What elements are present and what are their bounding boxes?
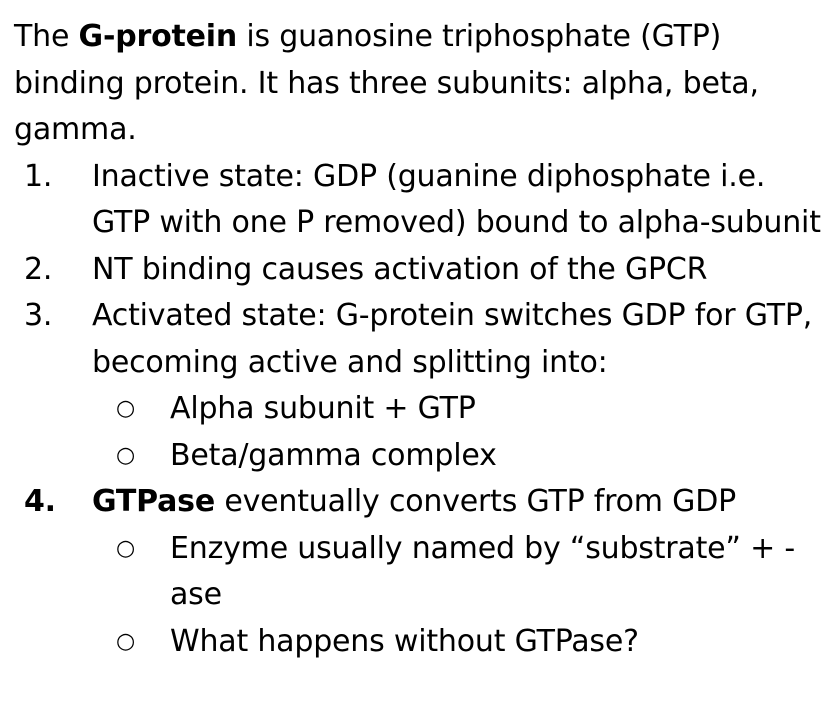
sub-item-text: Beta/gamma complex <box>170 437 497 473</box>
sub-item-text: Enzyme usually named by “substrate” + -ase <box>170 530 796 612</box>
sub-item <box>92 386 836 433</box>
sub-item-text: Alpha subunit + GTP <box>170 391 476 426</box>
intro-term-g-protein: G-protein <box>78 19 238 54</box>
step-number: 4. <box>24 484 56 519</box>
step-text: NT binding causes activation of the GPCR <box>92 251 708 287</box>
intro-pre: The <box>14 19 79 54</box>
step-number: 1. <box>24 158 53 194</box>
intro-paragraph <box>14 14 824 154</box>
sub-item-text: What happens without GTPase? <box>170 623 639 659</box>
circle-bullet-icon: ○ <box>116 628 135 654</box>
step-4-sublist <box>92 526 836 666</box>
step-number: 2. <box>24 251 53 287</box>
step-3-sublist <box>92 386 836 479</box>
sub-item <box>92 433 836 480</box>
step-text <box>92 479 827 526</box>
step-3 <box>14 293 836 479</box>
step-text: Inactive state: GDP (guanine diphosphate i.e. GTP with one P removed) bound to alpha-subunit <box>92 158 821 240</box>
steps-list <box>14 154 836 666</box>
sub-item <box>92 619 836 666</box>
sub-item <box>92 526 836 619</box>
step-text-rest: eventually converts GTP from GDP <box>215 484 736 519</box>
intro-post: is guanosine triphosphate (GTP) binding protein. It has three subunits: alpha, beta, gamma. <box>14 19 759 147</box>
step-text: Activated state: G-protein switches GDP for GTP, becoming active and splitting into: <box>92 298 813 380</box>
circle-bullet-icon: ○ <box>116 442 135 468</box>
step-1 <box>14 154 836 247</box>
step-2 <box>14 247 836 294</box>
step-4 <box>14 479 836 665</box>
circle-bullet-icon: ○ <box>116 535 135 561</box>
step-number: 3. <box>24 298 53 333</box>
step-term-gtpase: GTPase <box>92 484 215 519</box>
circle-bullet-icon: ○ <box>116 396 135 421</box>
